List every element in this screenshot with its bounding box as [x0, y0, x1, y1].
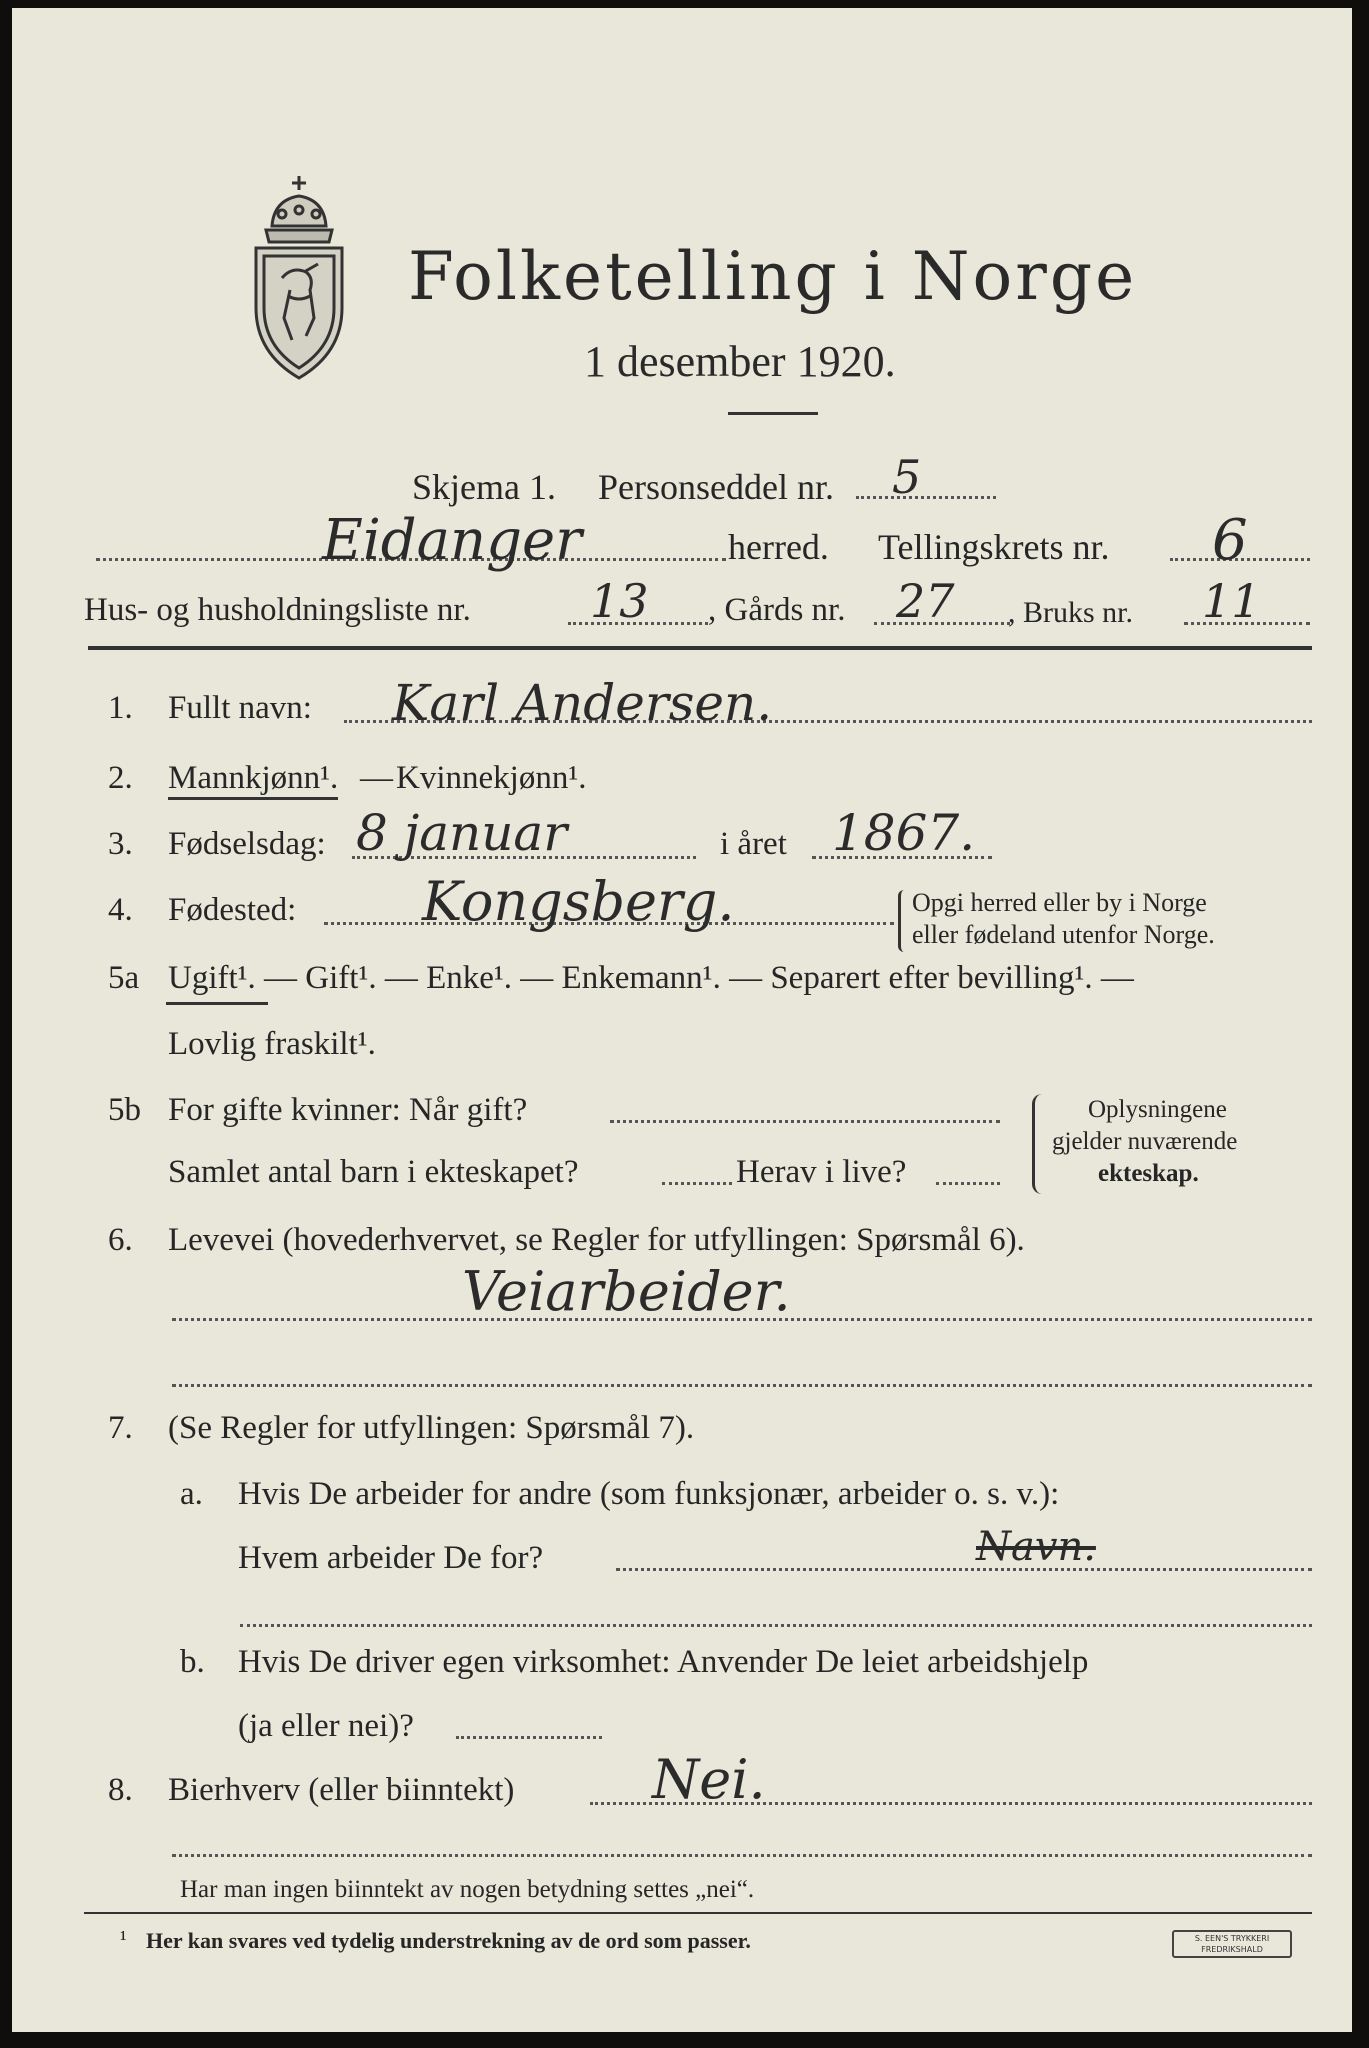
tellingskrets-value: 6: [1212, 508, 1248, 573]
q5b-note-line3: ekteskap.: [1098, 1160, 1199, 1187]
q3-label: Fødselsdag:: [168, 826, 326, 862]
gards-value: 27: [896, 574, 955, 628]
q7a-letter: a.: [180, 1476, 203, 1512]
footnote-text: Her kan svares ved tydelig understrekning av de ord som passer.: [146, 1928, 751, 1953]
q7a-field-line2: [240, 1624, 1312, 1627]
q5b-married-field: [610, 1120, 1000, 1123]
q7a-field: [616, 1568, 1312, 1571]
q6-label: Levevei (hovederhvervet, se Regler for utfyllingen: Spørsmål 6).: [168, 1222, 1025, 1258]
q2-male-option: Mannkjønn¹.: [168, 760, 338, 800]
printer-line2: FREDRIKSHALD: [1201, 1945, 1263, 1954]
herred-label: herred.: [728, 527, 829, 567]
personseddel-label: Personseddel nr.: [598, 467, 834, 507]
q7b-letter: b.: [180, 1644, 205, 1680]
q4-number: 4.: [108, 892, 133, 928]
q7b-field: [456, 1736, 602, 1739]
bruks-value: 11: [1202, 574, 1261, 628]
q1-number: 1.: [108, 690, 133, 726]
q5a-ugift-underline: [166, 1002, 268, 1005]
printer-stamp: [1172, 1930, 1292, 1958]
hus-value: 13: [590, 574, 649, 628]
q1-value: Karl Andersen.: [392, 674, 773, 732]
q7a-value: Navn.: [976, 1524, 1096, 1570]
q2-female-option: Kvinnekjønn¹.: [396, 760, 587, 796]
q7a-line1: Hvis De arbeider for andre (som funksjonær, arbeider o. s. v.):: [238, 1476, 1060, 1512]
gards-label: , Gårds nr.: [708, 592, 846, 628]
title-divider: [728, 412, 818, 415]
q3-year-label: i året: [720, 826, 787, 862]
q5b-alive-label: Herav i live?: [736, 1154, 907, 1190]
coat-of-arms-icon: [244, 168, 354, 388]
q2-number: 2.: [108, 760, 133, 796]
q4-label: Fødested:: [168, 892, 297, 928]
q7a-line2: Hvem arbeider De for?: [238, 1540, 544, 1576]
footnote-mark: ¹: [120, 1926, 127, 1951]
form-title: Folketelling i Norge: [408, 238, 1138, 315]
q5b-alive-field: [936, 1182, 1000, 1185]
q6-field-line2: [172, 1384, 1312, 1387]
q6-value: Veiarbeider.: [462, 1260, 791, 1323]
tellingskrets-label: Tellingskrets nr.: [878, 527, 1110, 567]
q4-value: Kongsberg.: [422, 870, 735, 933]
nei-instruction: Har man ingen biinntekt av nogen betydning settes „nei“.: [180, 1876, 755, 1903]
personseddel-field: [856, 496, 996, 499]
q6-number: 6.: [108, 1222, 133, 1258]
q5b-children-field: [662, 1182, 732, 1185]
q5b-note-line1: Oplysningene: [1088, 1096, 1227, 1123]
q5a-options-line1: Ugift¹. — Gift¹. — Enke¹. — Enkemann¹. — Separert efter bevilling¹. —: [168, 960, 1134, 996]
q8-number: 8.: [108, 1772, 133, 1808]
q4-note-line1: Opgi herred eller by i Norge: [912, 888, 1207, 917]
header-divider: [88, 646, 1312, 650]
q8-field-line2: [172, 1854, 1312, 1857]
q5b-number: 5b: [108, 1092, 141, 1128]
q7b-line2: (ja eller nei)?: [238, 1708, 414, 1744]
q8-label: Bierhverv (eller biinntekt): [168, 1772, 515, 1808]
personseddel-value: 5: [892, 450, 922, 504]
q7b-line1: Hvis De driver egen virksomhet: Anvender De leiet arbeidshjelp: [238, 1644, 1089, 1680]
bruks-label: , Bruks nr.: [1008, 596, 1134, 629]
q7-number: 7.: [108, 1410, 133, 1446]
q3-year-value: 1867.: [832, 804, 976, 862]
q5b-children-label: Samlet antal barn i ekteskapet?: [168, 1154, 579, 1190]
q5a-number: 5a: [108, 960, 140, 996]
q1-label: Fullt navn:: [168, 690, 312, 726]
q5b-note-line2: gjelder nuværende: [1052, 1128, 1238, 1155]
q5a-options-line2: Lovlig fraskilt¹.: [168, 1026, 376, 1062]
hus-label: Hus- og husholdningsliste nr.: [84, 592, 471, 628]
printer-line1: S. EEN'S TRYKKERI: [1194, 1934, 1270, 1943]
herred-value: Eidanger: [322, 508, 582, 573]
q5b-line1: For gifte kvinner: Når gift?: [168, 1092, 528, 1128]
q3-number: 3.: [108, 826, 133, 862]
q7-label: (Se Regler for utfyllingen: Spørsmål 7).: [168, 1410, 695, 1446]
q8-value: Nei.: [652, 1748, 766, 1811]
q2-separator: —: [360, 760, 393, 796]
q4-note-brace: [898, 890, 907, 952]
q5b-note-brace: [1032, 1094, 1045, 1194]
q3-birthday-value: 8 januar: [356, 804, 568, 862]
skjema-label: Skjema 1.: [412, 467, 556, 507]
census-form-sheet: [12, 8, 1352, 2032]
notes-divider: [84, 1912, 1312, 1914]
q4-note-line2: eller fødeland utenfor Norge.: [912, 920, 1215, 949]
census-date: 1 desember 1920.: [584, 337, 896, 386]
